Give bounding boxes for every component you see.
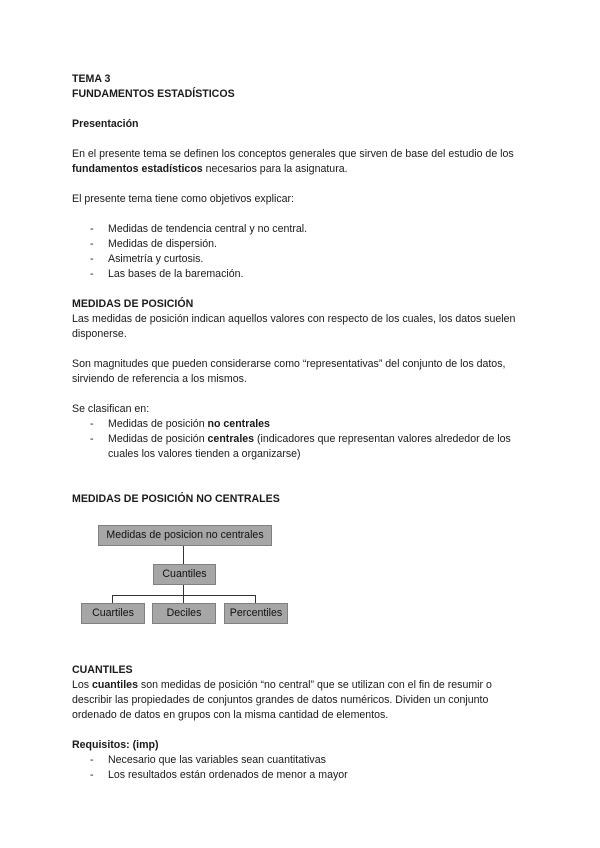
no-centrales-heading: MEDIDAS DE POSICIÓN NO CENTRALES xyxy=(72,493,280,505)
list-item: - Los resultados están ordenados de menor a mayor xyxy=(72,768,532,783)
connector-line xyxy=(255,595,256,603)
presentacion-heading: Presentación xyxy=(72,118,139,130)
posicion-paragraph-3: Se clasifican en: xyxy=(72,403,150,415)
list-item: - Medidas de dispersión. xyxy=(72,237,532,252)
requirements-list xyxy=(72,753,532,783)
text-run: necesarios para la asignatura. xyxy=(202,163,348,175)
text-run: son medidas de posición “no central” que se utilizan con el fin de resumir o describir las propiedades de conjuntos grandes de datos numéricos. Dividen un conjunto ordenado de datos en grupos con la misma cantidad de elementos. xyxy=(72,679,492,721)
classification-list xyxy=(72,417,532,462)
posicion-heading: MEDIDAS DE POSICIÓN xyxy=(72,298,194,310)
topic-label: TEMA 3 xyxy=(72,73,111,85)
connector-line xyxy=(183,595,184,603)
connector-line xyxy=(112,595,113,603)
hierarchy-diagram xyxy=(72,515,532,633)
diagram-mid-box: Cuantiles xyxy=(153,564,216,585)
list-item xyxy=(72,432,532,462)
document-title: FUNDAMENTOS ESTADÍSTICOS xyxy=(72,88,235,100)
requisitos-heading: Requisitos: (imp) xyxy=(72,739,159,751)
text-run: (indicadores que representan valores alrededor de los cuales los valores tienden a organizarse) xyxy=(108,433,511,460)
list-item: - Asimetría y curtosis. xyxy=(72,252,532,267)
presentacion-paragraph xyxy=(72,147,532,177)
connector-line xyxy=(183,546,184,564)
diagram-leaf-box: Deciles xyxy=(152,603,216,624)
diagram-leaf-box: Percentiles xyxy=(224,603,288,624)
bold-run: fundamentos estadísticos xyxy=(72,163,203,175)
bold-run: cuantiles xyxy=(92,679,138,691)
text-run: Medidas de posición xyxy=(108,418,208,430)
diagram-leaf-box: Cuartiles xyxy=(81,603,145,624)
text-run: Los xyxy=(72,679,93,691)
cuantiles-heading: CUANTILES xyxy=(72,664,133,676)
cuantiles-paragraph xyxy=(72,678,532,723)
list-item: - Necesario que las variables sean cuantitativas xyxy=(72,753,532,768)
posicion-paragraph-2: Son magnitudes que pueden considerarse como “representativas” del conjunto de los datos, sirviendo de referencia a los mismos. xyxy=(72,358,506,385)
list-item: - Medidas de tendencia central y no central. xyxy=(72,222,532,237)
document-page xyxy=(72,72,532,783)
diagram-root-box: Medidas de posicion no centrales xyxy=(98,525,272,546)
objectives-list xyxy=(72,222,532,282)
list-item xyxy=(72,417,532,432)
list-item: - Las bases de la baremación. xyxy=(72,267,532,282)
text-run: En el presente tema se definen los conceptos generales que sirven de base del estudio de los xyxy=(72,148,514,160)
text-run: Medidas de posición xyxy=(108,433,208,445)
bold-run: centrales xyxy=(207,433,255,445)
objectives-intro: El presente tema tiene como objetivos explicar: xyxy=(72,193,294,205)
posicion-paragraph-1: Las medidas de posición indican aquellos valores con respecto de los cuales, los datos suelen disponerse. xyxy=(72,313,516,340)
connector-line xyxy=(183,585,184,595)
bold-run: no centrales xyxy=(207,418,270,430)
